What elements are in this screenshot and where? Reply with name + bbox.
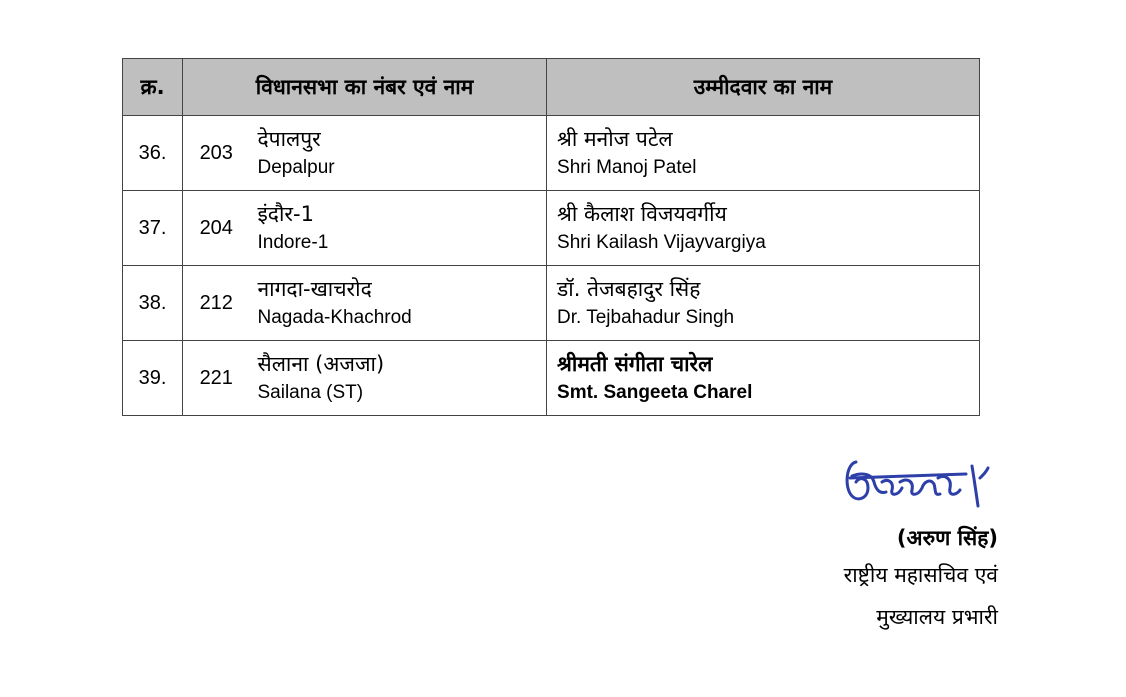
constituency-number: 204: [183, 191, 250, 266]
serial-cell: 37.: [123, 191, 183, 266]
constituency-name-english: Indore-1: [257, 232, 329, 253]
constituency-name-hindi: सैलाना (अजजा): [257, 352, 385, 376]
constituency-name-hindi: देपालपुर: [257, 127, 321, 151]
designation-line-2: मुख्यालय प्रभारी: [876, 605, 998, 629]
candidate-name-english: Shri Manoj Patel: [557, 157, 697, 178]
constituency-name-english: Sailana (ST): [257, 382, 364, 403]
table-row: [123, 266, 980, 341]
header-constituency: विधानसभा का नंबर एवं नाम: [183, 59, 547, 116]
constituency-cell: [250, 191, 547, 266]
header-serial: क्र.: [123, 59, 183, 116]
candidate-name-english: Smt. Sangeeta Charel: [557, 382, 753, 403]
candidate-cell: [547, 116, 980, 191]
candidate-name-hindi: श्रीमती संगीता चारेल: [557, 352, 713, 376]
table-header-row: [123, 59, 980, 116]
constituency-number: 203: [183, 116, 250, 191]
signatory-block: [844, 522, 998, 638]
candidate-name-english: Dr. Tejbahadur Singh: [557, 307, 735, 328]
constituency-name-english: Nagada-Khachrod: [257, 307, 412, 328]
signatory-name: (अरुण सिंह): [896, 526, 998, 550]
table-row: [123, 341, 980, 416]
constituency-number: 212: [183, 266, 250, 341]
candidate-cell: [547, 266, 980, 341]
header-candidate: उम्मीदवार का नाम: [547, 59, 980, 116]
constituency-name-hindi: इंदौर-1: [257, 202, 314, 226]
constituency-number: 221: [183, 341, 250, 416]
signature-image: [838, 448, 998, 518]
serial-cell: 39.: [123, 341, 183, 416]
serial-cell: 36.: [123, 116, 183, 191]
candidate-cell: [547, 191, 980, 266]
constituency-name-hindi: नागदा-खाचरोद: [257, 277, 372, 301]
candidate-name-english: Shri Kailash Vijayvargiya: [557, 232, 766, 253]
candidate-name-hindi: श्री कैलाश विजयवर्गीय: [557, 202, 727, 226]
candidate-name-hindi: डॉ. तेजबहादुर सिंह: [557, 277, 701, 301]
constituency-name-english: Depalpur: [257, 157, 335, 178]
constituency-cell: [250, 341, 547, 416]
table-row: [123, 191, 980, 266]
candidate-name-hindi: श्री मनोज पटेल: [557, 127, 673, 151]
constituency-cell: [250, 266, 547, 341]
candidate-table: [122, 58, 980, 416]
candidate-cell: [547, 341, 980, 416]
constituency-cell: [250, 116, 547, 191]
table-row: [123, 116, 980, 191]
serial-cell: 38.: [123, 266, 183, 341]
designation-line-1: राष्ट्रीय महासचिव एवं: [843, 563, 998, 587]
